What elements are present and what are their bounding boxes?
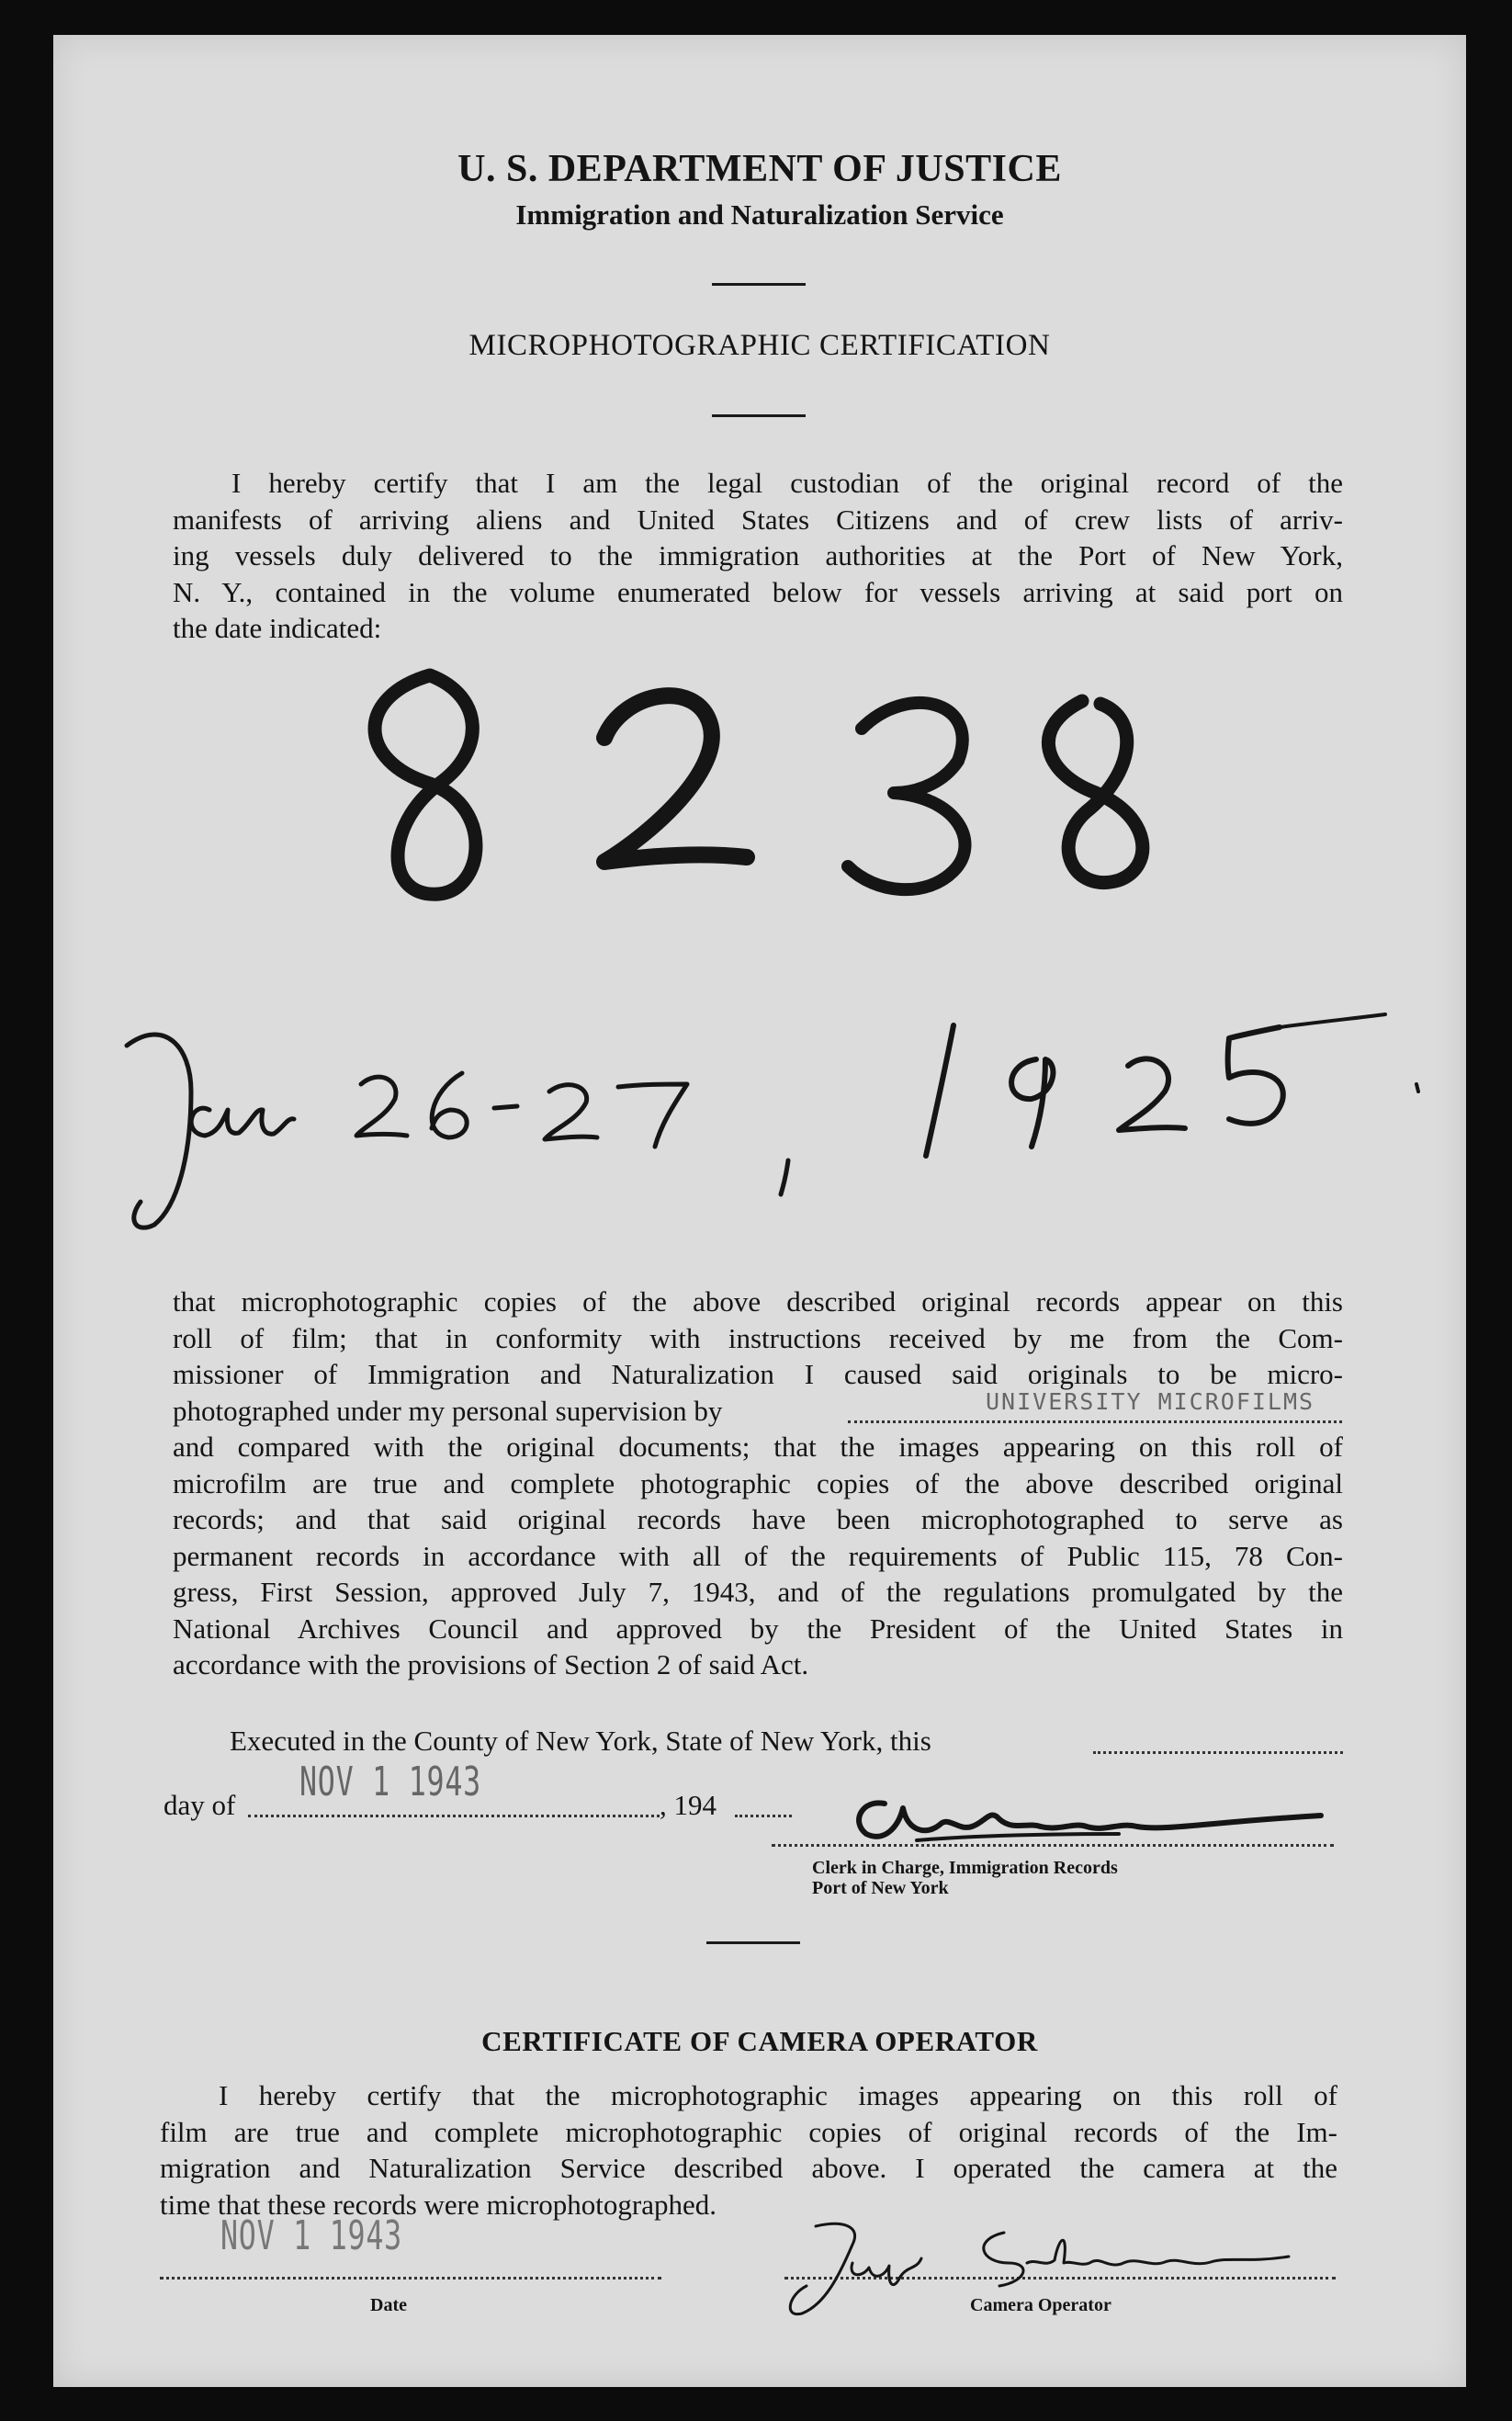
- paragraph-line: National Archives Council and approved by the President of the United States in: [173, 1612, 1343, 1645]
- camera-date-label: Date: [370, 2295, 407, 2315]
- paragraph-line: time that these records were microphotographed.: [160, 2188, 717, 2221]
- paragraph-line: manifests of arriving aliens and United States Citizens and of crew lists of arriv-: [173, 503, 1343, 536]
- paragraph-line: gress, First Session, approved July 7, 1943, and of the regulations promulgated by the: [173, 1576, 1343, 1608]
- paragraph-line: and compared with the original documents; that the images appearing on this roll of: [173, 1431, 1343, 1463]
- camera-certificate-title: CERTIFICATE OF CAMERA OPERATOR: [481, 2025, 1038, 2057]
- paragraph-line: I hereby certify that the microphotographic images appearing on this roll of: [219, 2079, 1337, 2111]
- paragraph-line: I hereby certify that I am the legal custodian of the original record of the: [231, 467, 1343, 499]
- paragraph-line: migration and Naturalization Service described above. I operated the camera at the: [160, 2152, 1337, 2184]
- camera-date-stamp: NOV 1 1943: [220, 2212, 402, 2259]
- executed-text: Executed in the County of New York, State of New York, this: [230, 1725, 931, 1757]
- day-of-label: day of: [164, 1789, 236, 1821]
- paragraph-line: accordance with the provisions of Section 2 of said Act.: [173, 1648, 809, 1680]
- certificate-sheet: [53, 35, 1466, 2387]
- service-subheading: Immigration and Naturalization Service: [515, 198, 1004, 231]
- paragraph-line: the date indicated:: [173, 612, 382, 644]
- paragraph-line: microfilm are true and complete photographic copies of the above described original: [173, 1466, 1343, 1499]
- year-prefix: , 194: [660, 1789, 717, 1821]
- camera-operator-signature: [53, 35, 1466, 2387]
- paragraph-line: roll of film; that in conformity with instructions received by me from the Com-: [173, 1321, 1343, 1354]
- paragraph-line: film are true and complete microphotographic copies of original records of the Im-: [160, 2115, 1337, 2148]
- microfilmer-stamp: UNIVERSITY MICROFILMS: [986, 1387, 1315, 1415]
- camera-operator-label: Camera Operator: [970, 2295, 1111, 2315]
- clerk-title-line-2: Port of New York: [812, 1878, 949, 1898]
- execution-date-stamp: NOV 1 1943: [299, 1759, 481, 1805]
- department-heading: U. S. DEPARTMENT OF JUSTICE: [457, 148, 1062, 190]
- paragraph-line: photographed under my personal supervision by: [173, 1394, 723, 1427]
- paragraph-line: records; and that said original records have been microphotographed to serve as: [173, 1503, 1343, 1535]
- paragraph-line: permanent records in accordance with all of the requirements of Public 115, 78 Con-: [173, 1539, 1343, 1572]
- paragraph-line: ing vessels duly delivered to the immigration authorities at the Port of New York,: [173, 539, 1343, 571]
- clerk-title-line-1: Clerk in Charge, Immigration Records: [812, 1858, 1118, 1878]
- paragraph-line: that microphotographic copies of the above described original records appear on this: [173, 1285, 1343, 1318]
- paragraph-line: missioner of Immigration and Naturalization I caused said originals to be micro-: [173, 1358, 1343, 1390]
- paragraph-line: N. Y., contained in the volume enumerated below for vessels arriving at said port on: [173, 575, 1343, 608]
- form-title: MICROPHOTOGRAPHIC CERTIFICATION: [468, 329, 1051, 362]
